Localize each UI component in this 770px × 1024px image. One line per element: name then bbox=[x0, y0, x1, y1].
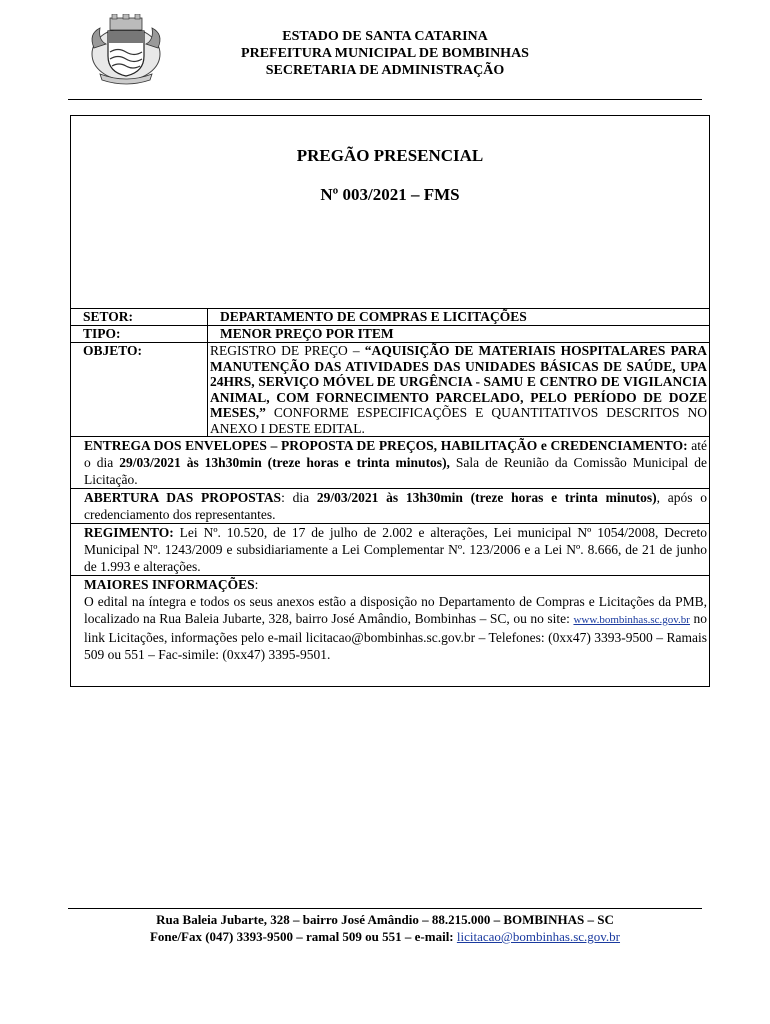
footer-contact bbox=[68, 928, 702, 945]
setor-row bbox=[71, 308, 709, 325]
regimento-section bbox=[71, 523, 709, 575]
setor-label: SETOR: bbox=[83, 309, 134, 324]
abertura-text-2: , após o credenciamento dos representantes. bbox=[84, 490, 708, 522]
notice-box bbox=[70, 115, 710, 687]
maiores-section bbox=[71, 575, 709, 663]
notice-number: Nº 003/2021 – FMS bbox=[320, 185, 460, 204]
document-footer bbox=[68, 911, 702, 945]
tipo-value: MENOR PREÇO POR ITEM bbox=[207, 326, 709, 342]
footer-email-link[interactable]: licitacao@bombinhas.sc.gov.br bbox=[456, 929, 621, 944]
regimento-heading: REGIMENTO: bbox=[84, 525, 174, 540]
abertura-date: 29/03/2021 às 13h30min (treze horas e trinta minutos) bbox=[316, 490, 657, 505]
maiores-colon: : bbox=[254, 577, 259, 592]
setor-value: DEPARTAMENTO DE COMPRAS E LICITAÇÕES bbox=[207, 309, 709, 325]
footer-address: Rua Baleia Jubarte, 328 – bairro José Amândio – 88.215.000 – BOMBINHAS – SC bbox=[156, 912, 614, 927]
website-link[interactable]: www.bombinhas.sc.gov.br bbox=[573, 614, 690, 626]
coat-of-arms-logo bbox=[86, 14, 166, 86]
objeto-row bbox=[71, 342, 709, 436]
entrega-heading: ENTREGA DOS ENVELOPES – PROPOSTA DE PREÇOS, HABILITAÇÃO e CREDENCIAMENTO: bbox=[84, 438, 688, 453]
document-header bbox=[200, 28, 570, 79]
page-title: PREGÃO PRESENCIAL bbox=[296, 146, 484, 165]
abertura-heading: ABERTURA DAS PROPOSTAS bbox=[84, 490, 282, 505]
objeto-prefix: REGISTRO DE PREÇO – bbox=[210, 343, 365, 358]
tipo-row bbox=[71, 325, 709, 342]
footer-divider bbox=[68, 908, 702, 909]
entrega-date: 29/03/2021 às 13h30min (treze horas e trinta minutos), bbox=[119, 455, 450, 470]
objeto-suffix: CONFORME ESPECIFICAÇÕES E QUANTITATIVOS DESCRITOS NO ANEXO I DESTE EDITAL. bbox=[210, 405, 707, 436]
tipo-label: TIPO: bbox=[83, 326, 121, 341]
abertura-text-1: : dia bbox=[281, 490, 317, 505]
header-state: ESTADO DE SANTA CATARINA bbox=[282, 29, 488, 44]
objeto-value bbox=[207, 343, 709, 436]
objeto-label: OBJETO: bbox=[83, 343, 143, 358]
entrega-text-1: até o dia bbox=[84, 438, 707, 470]
notice-details bbox=[71, 308, 709, 663]
regimento-text: Lei Nº. 10.520, de 17 de julho de 2.002 e alterações, Lei municipal Nº 1054/2008, Decreto Municipal Nº. 1243/2009 e subsidiariamente a Lei Complementar Nº. 123/2006 e a Lei Nº. 8.666, de 21 de junho de 1.993 e alterações. bbox=[84, 525, 707, 574]
footer-phone: Fone/Fax (047) 3393-9500 – ramal 509 ou 551 – e-mail: bbox=[149, 929, 457, 944]
header-divider bbox=[68, 99, 702, 100]
objeto-description: “AQUISIÇÃO DE MATERIAIS HOSPITALARES PARA MANUTENÇÃO DAS ATIVIDADES DAS UNIDADES BÁSICAS DE SAÚDE, UPA 24HRS, SERVIÇO MÓVEL DE URGÊNCIA - SAMU E CENTRO DE VIGILANCIA ANIMAL, COM FORNECIMENTO PARCELADO, PELO PERÍODO DE DOZE MESES,” bbox=[210, 343, 707, 420]
header-secretariat: SECRETARIA DE ADMINISTRAÇÃO bbox=[265, 63, 505, 78]
maiores-text-1: O edital na íntegra e todos os seus anexos estão a disposição no Departamento de Compras e Licitações da PMB, localizado na Rua Baleia Jubarte, 328, bairro José Amândio, Bombinhas – SC, ou no site: bbox=[84, 594, 707, 626]
maiores-heading: MAIORES INFORMAÇÕES bbox=[84, 577, 255, 592]
abertura-section bbox=[71, 488, 709, 523]
entrega-text-2: Sala de Reunião da Comissão Municipal de Licitação. bbox=[84, 455, 708, 487]
maiores-text-2: no link Licitações, informações pelo e-mail licitacao@bombinhas.sc.gov.br – Telefones: (0xx47) 3393-9500 – Ramais 509 ou 551 – Fac-simile: (0xx47) 3395-9501. bbox=[84, 611, 708, 662]
entrega-section bbox=[71, 436, 709, 488]
header-municipality: PREFEITURA MUNICIPAL DE BOMBINHAS bbox=[241, 46, 529, 61]
